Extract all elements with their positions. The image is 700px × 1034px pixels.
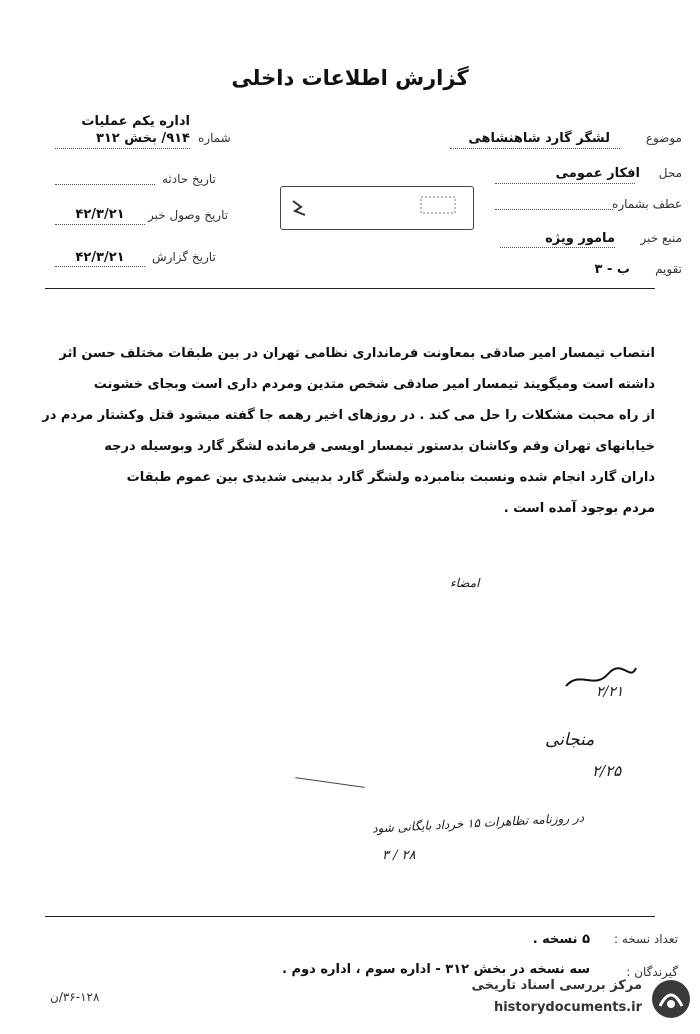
rating-label: تقویم [655,262,682,276]
handwritten-note-2: منجانی [545,730,595,750]
recipients-label: گیرندگان : [626,965,678,979]
body-line-6: مردم بوجود آمده است . [503,501,655,516]
number-value: ۹۱۴/ بخش ۳۱۲ [95,131,190,146]
archive-logo-icon [650,978,692,1020]
rating-value: ب - ۳ [594,262,630,277]
body-line-1: انتصاب تیمسار امیر صادقی بمعاونت فرمانداری نظامی تهران در بین طبقات مختلف حسن اثر [59,346,655,361]
subject-label: موضوع [645,131,682,145]
handwritten-note-4: ۲۸ / ۳ [382,848,416,863]
handwritten-note-1: ۲/۲۱ [596,684,624,700]
receipt-date-dots [55,224,145,225]
incident-date-dots [55,184,155,185]
document-code: ۳۶-۱۲۸/ن [50,990,100,1004]
body-line-5: داران گارد انجام شده ونسبت بنامبرده ولشگر گارد بدبینی شدیدی بین عموم طبقات [126,470,655,485]
recipients-value: سه نسخه در بخش ۳۱۲ - اداره سوم ، اداره دوم . [282,962,590,977]
watermark-name: مرکز بررسی اسناد تاریخی [471,978,642,993]
place-dots [495,183,635,184]
body-line-4: خیابانهای تهران وقم وکاشان بدستور تیمسار اویسی فرمانده لشگر گارد وبوسیله درجه [104,439,655,454]
number-dots [55,148,190,149]
place-value: افکار عمومی [555,166,640,181]
header-divider [45,288,655,289]
copies-label: تعداد نسخه : [613,932,678,946]
handwritten-note-3: ۲/۲۵ [592,762,622,780]
handwritten-stroke [295,777,364,788]
subject-dots [450,148,620,149]
ref-label: عطف بشماره [612,197,682,211]
receipt-stamp [280,186,474,230]
handwritten-initials: امضاء [450,576,480,590]
source-value: مامور ویژه [545,231,615,246]
footer-divider [45,916,655,917]
place-label: محل [658,166,682,180]
number-label: شماره [198,131,231,145]
ref-dots [495,209,613,210]
copies-value: ۵ نسخه . [532,932,590,947]
watermark [412,976,692,1022]
source-dots [500,247,615,248]
office-value: اداره یکم عملیات [81,114,190,129]
report-date-value: ۴۲/۳/۲۱ [75,250,125,265]
receipt-date-value: ۴۲/۳/۲۱ [75,207,125,222]
receipt-date-label: تاریخ وصول خبر [148,208,229,222]
report-date-dots [55,266,145,267]
source-label: منبع خبر [640,231,682,245]
report-title: گزارش اطلاعات داخلی [231,66,469,90]
body-line-3: از راه محبت مشکلات را حل می کند . در روزهای اخیر رهمه جا گفته میشود قتل وکشتار مردم در [42,408,655,423]
report-date-label: تاریخ گزارش [152,250,216,264]
watermark-url: historydocuments.ir [493,1000,642,1015]
subject-value: لشگر گارد شاهنشاهی [468,131,610,146]
incident-date-label: تاریخ حادثه [162,172,216,186]
handwritten-margin-note: در روزنامه تظاهرات ۱۵ خرداد بایگانی شود [371,810,585,836]
body-line-2: داشته است ومیگویند تیمسار امیر صادقی شخص متدین ومردم داری است وبجای خشونت [93,377,655,392]
stamp-mark-icon [281,187,473,229]
